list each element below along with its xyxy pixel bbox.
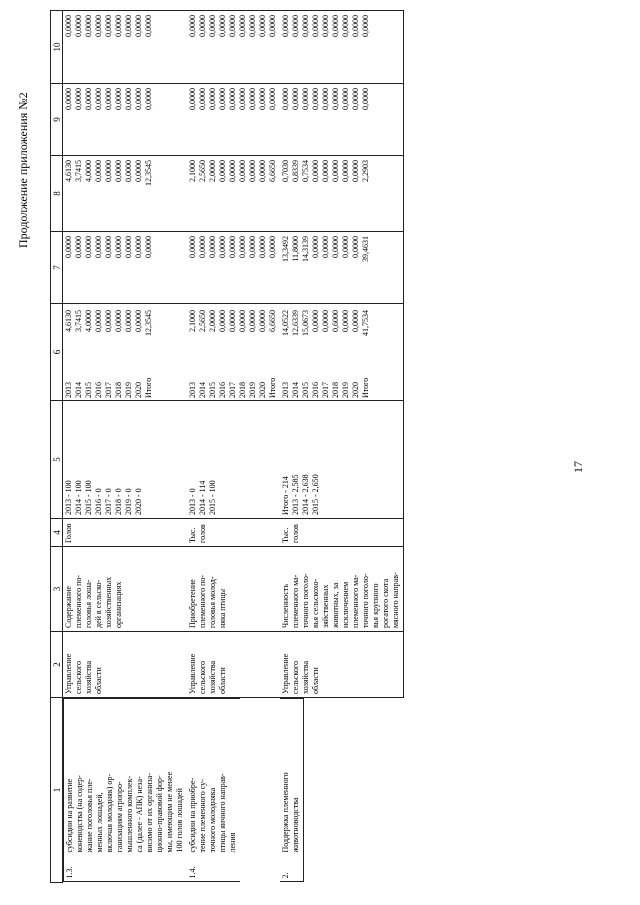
total-funding-cell (187, 304, 280, 401)
funding-value: 0,0000 (291, 88, 300, 110)
year-label: 2020 (134, 382, 143, 398)
total-value: 0,0000 (134, 310, 143, 332)
funding-value: 0,0000 (114, 236, 123, 258)
row-number: 1.4. (188, 866, 197, 879)
unit-line: Тыс. (188, 527, 197, 543)
year-label: 2014 (291, 382, 300, 398)
indicator-line: Приобретение (188, 579, 197, 628)
column-header-5: 5 (51, 401, 63, 519)
funding-value: 0,0000 (218, 236, 227, 258)
indicator-line: головья лоша- (84, 579, 93, 628)
other-funds-cell (280, 11, 404, 84)
funding-value: 0,0000 (114, 15, 123, 37)
indicator-line: Содержание (64, 586, 73, 628)
table-row (187, 11, 280, 883)
target-line: 2013 - 2,585 (291, 474, 300, 515)
row-number: 2. (281, 872, 290, 879)
target-line: 2015 - 100 (208, 480, 217, 515)
year-label: 2016 (94, 382, 103, 398)
funding-value: 0,0000 (238, 236, 247, 258)
year-label: 2015 (208, 382, 217, 398)
target-line: 2015 - 100 (84, 480, 93, 515)
funding-value: 0,0000 (258, 88, 267, 110)
indicator-cell (63, 547, 188, 632)
description-line: мышленного комплек- (125, 775, 134, 853)
executor-line: хозяйства (301, 660, 310, 694)
indicator-line: хозяйственных (104, 576, 113, 628)
description-line: включая молодняк) ор- (105, 773, 114, 853)
funding-value: 0,0000 (351, 236, 360, 258)
funding-value: 0,0000 (301, 88, 310, 110)
table-row (280, 11, 404, 883)
indicator-cell (280, 547, 404, 632)
funding-value: 0,0000 (331, 160, 340, 182)
description-line: Поддержка племенного (281, 772, 290, 853)
column-header-8: 8 (51, 156, 63, 232)
description-line: висимо от их организа- (145, 773, 154, 853)
unit-line: Тыс. (281, 527, 290, 543)
total-value: 0,0000 (114, 310, 123, 332)
funding-value: 0,0000 (104, 160, 113, 182)
funding-value: 0,0000 (238, 15, 247, 37)
funding-value: 0,0000 (228, 88, 237, 110)
years-list (188, 372, 278, 398)
funding-value: 0,0000 (331, 88, 340, 110)
description-line: птицы яичного направ- (218, 773, 227, 853)
funding-value: 0,0000 (94, 160, 103, 182)
description-line: ционно-правовой фор- (155, 775, 164, 853)
total-value: 6,6650 (268, 310, 277, 332)
column-header-4: 4 (51, 519, 63, 547)
total-value: 0,0000 (311, 310, 320, 332)
federal-funds-cell (187, 232, 280, 304)
column-header-7: 7 (51, 232, 63, 304)
funding-value: 0,0000 (238, 88, 247, 110)
year-label: 2013 (64, 382, 73, 398)
total-funding-cell (280, 304, 404, 401)
measure-cell (280, 698, 304, 883)
funding-value: 2,2903 (361, 160, 370, 182)
unit-cell (280, 519, 404, 547)
funding-value: 0,0000 (351, 15, 360, 37)
funding-value: 0,0000 (341, 15, 350, 37)
funding-value: 0,0000 (198, 236, 207, 258)
description-line: ления (228, 832, 237, 853)
target-line: 2019 - 0 (124, 488, 133, 515)
funding-value: 0,0000 (208, 88, 217, 110)
funding-value: 0,0000 (321, 160, 330, 182)
total-value: 12,6339 (291, 310, 300, 336)
funding-value: 0,0000 (198, 15, 207, 37)
total-value: 0,0000 (351, 310, 360, 332)
funding-value: 0,0000 (321, 15, 330, 37)
year-label: 2016 (311, 382, 320, 398)
executor-line: области (94, 667, 103, 694)
funding-value: 0,0000 (94, 15, 103, 37)
funding-value: 0,0000 (84, 236, 93, 258)
year-label: 2014 (198, 382, 207, 398)
year-label: 2018 (114, 382, 123, 398)
indicator-line: рогатого скота (381, 578, 390, 628)
executor-line: сельского (198, 661, 207, 694)
column-header-10: 10 (51, 11, 63, 84)
measure-description (65, 772, 185, 853)
total-value: 4,0000 (84, 310, 93, 332)
funding-value: 0,0000 (188, 88, 197, 110)
target-values-cell (63, 401, 188, 519)
total-value: 0,0000 (238, 310, 247, 332)
funding-value: 0,0000 (311, 160, 320, 182)
total-value: 0,0000 (94, 310, 103, 332)
target-line: 2018 - 0 (114, 488, 123, 515)
description-line: ганизациям агропро- (115, 781, 124, 853)
indicator-line: племенного ма- (291, 574, 300, 628)
target-line: Итого - 214 (281, 476, 290, 515)
funding-value: 0,0000 (258, 236, 267, 258)
unit-cell (187, 519, 280, 547)
years-list (281, 372, 371, 398)
funding-value: 2,5650 (198, 160, 207, 182)
funding-value: 0,0000 (74, 15, 83, 37)
total-values-list (281, 306, 371, 336)
funding-value: 0,0000 (124, 160, 133, 182)
funding-value: 0,0000 (248, 15, 257, 37)
page-number: 17 (571, 461, 585, 473)
funding-value: 0,0000 (64, 236, 73, 258)
funding-value: 11,8000 (291, 236, 300, 262)
unit-line: Голов (64, 523, 73, 543)
description-line: субсидии на приобре- (188, 777, 197, 853)
funding-value: 0,0000 (228, 160, 237, 182)
funding-value: 0,0000 (281, 15, 290, 37)
funding-value: 0,0000 (144, 236, 153, 258)
description-line: точного молодняка (208, 787, 217, 853)
year-label: Итого (268, 377, 277, 398)
total-values-list (188, 306, 278, 332)
regional-funds-cell (63, 156, 188, 232)
year-label: 2013 (188, 382, 197, 398)
column-header-6: 6 (51, 304, 63, 401)
funding-value: 39,4631 (361, 236, 370, 262)
target-line: 2014 - 114 (198, 480, 207, 515)
target-line: 2017 - 0 (104, 488, 113, 515)
funding-value: 13,3492 (281, 236, 290, 262)
funding-value: 4,0000 (84, 160, 93, 182)
funding-value: 3,7415 (74, 160, 83, 182)
funding-value: 0,0000 (208, 236, 217, 258)
indicator-line: головья молод- (208, 576, 217, 628)
funding-value: 0,0000 (331, 15, 340, 37)
indicator-line: вья сельскохо- (311, 578, 320, 628)
target-line: 2015 - 2,650 (311, 474, 320, 515)
funding-value: 0,0000 (311, 15, 320, 37)
funding-value: 0,0000 (331, 236, 340, 258)
total-value: 2,0000 (208, 310, 217, 332)
executor-line: Управление (281, 653, 290, 694)
funding-value: 0,0000 (258, 160, 267, 182)
executor-cell (280, 632, 404, 698)
indicator-line: племенного ма- (351, 574, 360, 628)
total-funding-cell (63, 304, 188, 401)
description-line: 100 голов лошадей (175, 788, 184, 853)
funding-value: 0,0000 (341, 88, 350, 110)
indicator-line: исключением (341, 581, 350, 628)
funding-value: 0,0000 (84, 88, 93, 110)
regional-funds-cell (280, 156, 404, 232)
executor-cell (187, 632, 280, 698)
indicator-line: няка птицы (218, 589, 227, 628)
funding-value: 0,0000 (144, 88, 153, 110)
funding-value: 0,0000 (188, 15, 197, 37)
funding-value: 0,0000 (104, 88, 113, 110)
funding-value: 4,6130 (64, 160, 73, 182)
description-line: мы, имеющим не менее (165, 771, 174, 853)
regional-funds-cell (187, 156, 280, 232)
executor-line: области (311, 667, 320, 694)
measure-cell (63, 698, 187, 883)
indicator-line: организациях (114, 581, 123, 628)
federal-funds-cell (63, 232, 188, 304)
other-funds-cell (63, 11, 188, 84)
total-value: 3,7415 (74, 310, 83, 332)
total-value: 12,3545 (144, 310, 153, 336)
year-label: 2014 (74, 382, 83, 398)
year-label: 2019 (248, 382, 257, 398)
total-value: 0,0000 (258, 310, 267, 332)
year-label: Итого (144, 377, 153, 398)
funding-value: 0,0000 (361, 88, 370, 110)
federal-funds-cell (280, 232, 404, 304)
total-value: 0,0000 (228, 310, 237, 332)
funding-value: 0,0000 (124, 88, 133, 110)
funding-value: 0,0000 (104, 236, 113, 258)
table-row (63, 11, 188, 883)
funding-value: 0,0000 (281, 88, 290, 110)
year-label: 2017 (104, 382, 113, 398)
funding-value: 0,0000 (124, 236, 133, 258)
description-line: субсидии на развитие (65, 778, 74, 853)
funding-value: 0,0000 (134, 160, 143, 182)
funding-value: 0,0000 (74, 236, 83, 258)
funding-value: 0,0000 (361, 15, 370, 37)
local-funds-cell (187, 84, 280, 156)
description-line: жание поголовья пле- (85, 778, 94, 853)
total-value: 0,0000 (321, 310, 330, 332)
funding-value: 0,0000 (208, 15, 217, 37)
funding-value: 0,0000 (218, 160, 227, 182)
row-number: 1.3. (65, 866, 74, 879)
column-header-1: 1 (51, 698, 63, 883)
funding-value: 0,0000 (258, 15, 267, 37)
executor-cell (63, 632, 188, 698)
measure-description (281, 772, 301, 852)
year-label: 2016 (218, 382, 227, 398)
description-line: са (далее - АПК) неза- (135, 776, 144, 853)
funding-value: 0,0000 (311, 88, 320, 110)
total-value: 0,0000 (124, 310, 133, 332)
indicator-cell (187, 547, 280, 632)
year-label: 2015 (301, 382, 310, 398)
total-value: 2,5650 (198, 310, 207, 332)
funding-value: 0,0000 (74, 88, 83, 110)
description-line: тение племенного су- (198, 779, 207, 853)
total-value: 41,7534 (361, 310, 370, 336)
target-line: 2014 - 100 (74, 480, 83, 515)
funding-value: 0,0000 (248, 88, 257, 110)
funding-value: 0,0000 (228, 236, 237, 258)
funding-value: 0,0000 (311, 236, 320, 258)
year-label: 2020 (351, 382, 360, 398)
year-label: 2019 (124, 382, 133, 398)
indicator-line: животных, за (331, 582, 340, 628)
executor-line: Управление (64, 653, 73, 694)
funding-value: 0,0000 (268, 88, 277, 110)
unit-cell (63, 519, 188, 547)
year-label: 2017 (321, 382, 330, 398)
funding-value: 2,1000 (188, 160, 197, 182)
funding-value: 0,0000 (238, 160, 247, 182)
total-value: 14,0522 (281, 310, 290, 336)
funding-value: 0,0000 (64, 88, 73, 110)
funding-value: 0,0000 (268, 236, 277, 258)
funding-value: 0,0000 (228, 15, 237, 37)
indicator-line: зяйственных (321, 584, 330, 628)
executor-line: хозяйства (84, 660, 93, 694)
column-header-3: 3 (51, 547, 63, 632)
indicator-line: Численность (281, 583, 290, 628)
funding-value: 0,0000 (341, 160, 350, 182)
year-label: 2017 (228, 382, 237, 398)
funding-value: 0,0000 (218, 15, 227, 37)
funding-value: 6,6650 (268, 160, 277, 182)
total-value: 0,0000 (341, 310, 350, 332)
local-funds-cell (280, 84, 404, 156)
funding-value: 14,3139 (301, 236, 310, 262)
target-values-cell (187, 401, 280, 519)
funding-value: 0,0000 (301, 15, 310, 37)
funding-value: 0,0000 (114, 160, 123, 182)
total-value: 0,6000 (331, 310, 340, 332)
funding-value: 0,0000 (94, 88, 103, 110)
year-label: Итого (361, 377, 370, 398)
executor-line: Управление (188, 653, 197, 694)
year-label: 2013 (281, 382, 290, 398)
funding-value: 0,0000 (351, 160, 360, 182)
funding-value: 0,0000 (134, 88, 143, 110)
total-value: 2,1000 (188, 310, 197, 332)
target-line: 2013 - 0 (188, 488, 197, 515)
measure-description (188, 773, 238, 852)
total-value: 4,6130 (64, 310, 73, 332)
indicator-line: вья крупного (371, 583, 380, 628)
total-value: 15,0673 (301, 310, 310, 336)
target-values-cell (280, 401, 404, 519)
funding-value: 0,8339 (291, 160, 300, 182)
other-funds-cell (187, 11, 280, 84)
funding-value: 12,3545 (144, 160, 153, 186)
funding-value: 0,0000 (134, 236, 143, 258)
executor-line: сельского (74, 661, 83, 694)
table-header-row (51, 11, 63, 883)
funding-value: 0,7030 (281, 160, 290, 182)
funding-value: 0,0000 (198, 88, 207, 110)
funding-value: 0,0000 (248, 236, 257, 258)
total-value: 0,0000 (218, 310, 227, 332)
executor-line: области (218, 667, 227, 694)
funding-value: 2,0000 (208, 160, 217, 182)
funding-value: 0,0000 (321, 88, 330, 110)
years-list (64, 372, 154, 398)
funding-value: 0,0000 (218, 88, 227, 110)
year-label: 2019 (341, 382, 350, 398)
funding-value: 0,0000 (144, 15, 153, 37)
column-header-9: 9 (51, 84, 63, 156)
executor-line: сельского (291, 661, 300, 694)
local-funds-cell (63, 84, 188, 156)
indicator-line: точного поголо- (301, 573, 310, 628)
indicator-line: точного поголо- (361, 573, 370, 628)
target-line: 2016 - 0 (94, 488, 103, 515)
year-label: 2018 (238, 382, 247, 398)
funding-value: 0,0000 (341, 236, 350, 258)
description-line: менных лошадей, (95, 792, 104, 853)
target-line: 2020 - 0 (134, 488, 143, 515)
target-line: 2013 - 100 (64, 480, 73, 515)
unit-line: голов (198, 524, 207, 543)
funding-value: 0,7534 (301, 160, 310, 182)
description-line: животноводства (291, 797, 300, 853)
indicator-line: племенного по- (198, 574, 207, 628)
funding-value: 0,0000 (321, 236, 330, 258)
unit-line: голов (291, 524, 300, 543)
year-label: 2015 (84, 382, 93, 398)
year-label: 2018 (331, 382, 340, 398)
table-body (63, 11, 404, 883)
total-value: 0,0000 (104, 310, 113, 332)
funding-value: 0,0000 (134, 15, 143, 37)
description-line: коневодства (на содер- (75, 775, 84, 853)
total-value: 0,0000 (248, 310, 257, 332)
column-header-2: 2 (51, 632, 63, 698)
funding-value: 0,0000 (94, 236, 103, 258)
funding-value: 0,0000 (114, 88, 123, 110)
target-line: 2014 - 2,638 (301, 474, 310, 515)
funding-value: 0,0000 (248, 160, 257, 182)
measure-cell (187, 698, 240, 883)
appendix-caption: Продолжение приложения №2 (16, 92, 30, 248)
program-table (50, 10, 404, 883)
executor-line: хозяйства (208, 660, 217, 694)
funding-value: 0,0000 (64, 15, 73, 37)
funding-value: 0,0000 (84, 15, 93, 37)
funding-value: 0,0000 (291, 15, 300, 37)
funding-value: 0,0000 (124, 15, 133, 37)
year-label: 2020 (258, 382, 267, 398)
funding-value: 0,0000 (188, 236, 197, 258)
funding-value: 0,0000 (268, 15, 277, 37)
indicator-line: дей в сельско- (94, 579, 103, 628)
indicator-line: племенного по- (74, 574, 83, 628)
indicator-line: мясного направ- (391, 572, 400, 628)
total-values-list (64, 306, 154, 336)
funding-value: 0,0000 (351, 88, 360, 110)
funding-value: 0,0000 (104, 15, 113, 37)
